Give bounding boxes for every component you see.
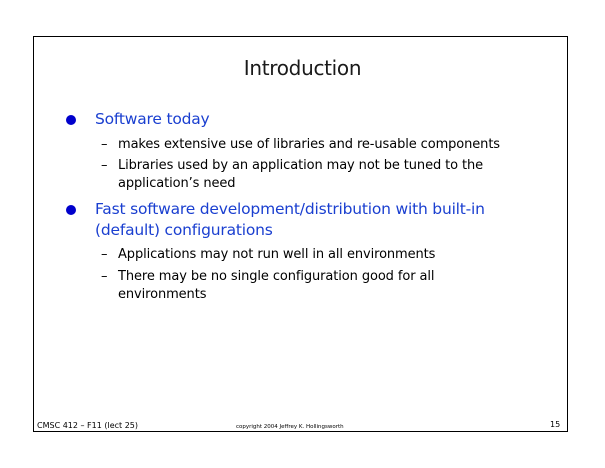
bullet-2-sub-1: Applications may not run well in all environments (118, 247, 436, 262)
sub-dash: – (101, 158, 108, 173)
bullet-2-line-1: Fast software development/distribution with built-in (95, 200, 485, 218)
bullet-1-text: Software today (95, 110, 210, 128)
footer-course: CMSC 412 – F11 (lect 25) (37, 421, 139, 430)
sub-dash: – (101, 269, 108, 284)
sub-dash: – (101, 247, 108, 262)
bullet-1-sub-2-line-2: application’s need (118, 176, 236, 191)
bullet-2-line-2: (default) configurations (95, 221, 273, 239)
bullet-1-sub-2-line-1: Libraries used by an application may not be tuned to the (118, 158, 484, 173)
slide-title: Introduction (243, 56, 362, 80)
bullet-2-sub-2-line-1: There may be no single configuration good for all (118, 269, 435, 284)
bullet-1-sub-1: makes extensive use of libraries and re-usable components (118, 137, 500, 152)
bullet-dot (66, 205, 76, 215)
sub-dash: – (101, 137, 108, 152)
bullet-2-sub-2-line-2: environments (118, 287, 207, 302)
footer-copyright: copyright 2004 Jeffrey K. Hollingsworth (236, 424, 344, 430)
bullet-dot (66, 115, 76, 125)
footer-page-number: 15 (550, 420, 561, 429)
